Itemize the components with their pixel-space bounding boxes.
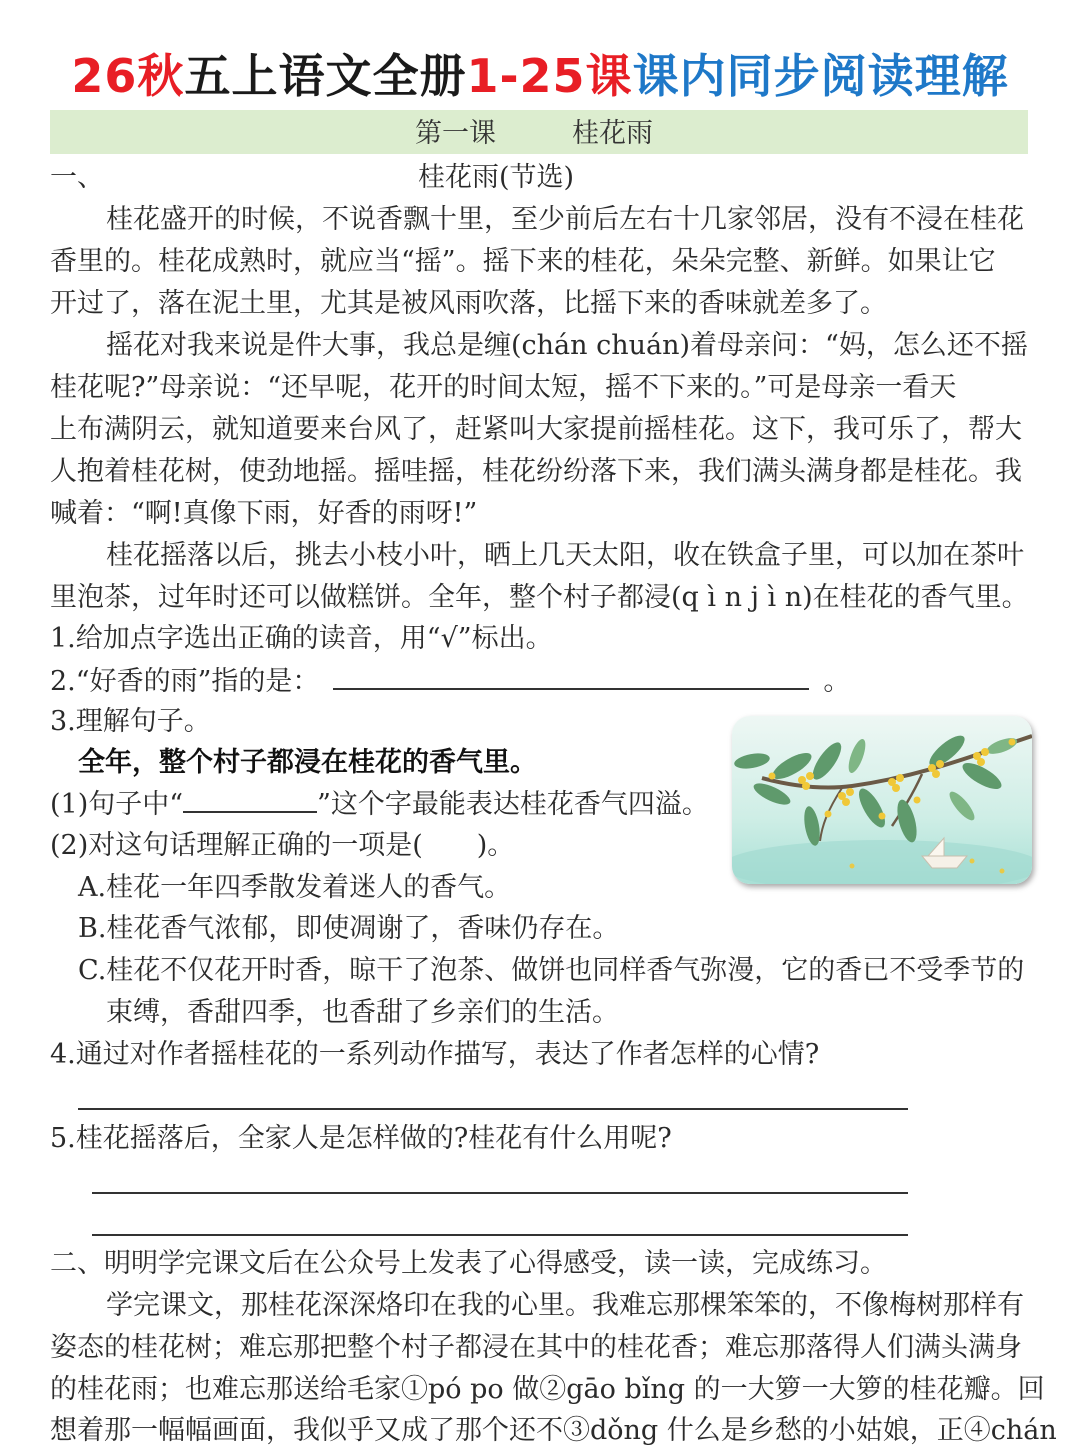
answer-blank[interactable] — [333, 666, 809, 690]
answer-blank[interactable] — [183, 789, 317, 813]
question-3-1-text: (1)句子中“ — [50, 789, 184, 820]
section-marker: 一、 — [50, 162, 104, 193]
option-a: A.桂花一年四季散发着迷人的香气。 — [78, 872, 512, 903]
option-c-continued: 束缚，香甜四季，也香甜了乡亲们的生活。 — [106, 997, 619, 1028]
question-3-sentence: 全年，整个村子都浸在桂花的香气里。 — [78, 747, 537, 778]
lesson-name: 桂花雨 — [572, 118, 653, 149]
answer-line[interactable] — [92, 1192, 908, 1194]
osmanthus-illustration — [732, 716, 1032, 884]
question-2-end: 。 — [823, 666, 851, 697]
answer-line[interactable] — [92, 1234, 908, 1236]
option-c: C.桂花不仅花开时香，晾干了泡茶、做饼也同样香气弥漫，它的香已不受季节的 — [78, 955, 1025, 986]
passage-subtitle: 桂花雨(节选) — [418, 162, 575, 193]
title-part-year: 26秋 — [71, 49, 185, 103]
question-3-1-end: ”这个字最能表达桂花香气四溢。 — [317, 789, 709, 820]
passage-line: 人抱着桂花树，使劲地摇。摇哇摇，桂花纷纷落下来，我们满头满身都是桂花。我 — [50, 456, 1022, 487]
question-3: 3.理解句子。 — [50, 706, 211, 737]
passage-line: 姿态的桂花树；难忘那把整个村子都浸在其中的桂花香；难忘那落得人们满头满身 — [50, 1332, 1022, 1363]
question-5: 5.桂花摇落后，全家人是怎样做的?桂花有什么用呢? — [50, 1123, 672, 1154]
passage-line: 摇花对我来说是件大事，我总是缠(chán chuán)着母亲问：“妈，怎么还不摇 — [106, 330, 1028, 361]
passage-line: 喊着：“啊!真像下雨，好香的雨呀!” — [50, 498, 478, 529]
title-part-topic: 课内同步阅读理解 — [632, 49, 1009, 103]
passage-line: 开过了，落在泥土里，尤其是被风雨吹落，比摇下来的香味就差多了。 — [50, 288, 887, 319]
passage-line: 的桂花雨；也难忘那送给毛家①pó po 做②gāo bǐng 的一大箩一大箩的桂花瓣。回 — [50, 1374, 1045, 1405]
question-3-2: (2)对这句话理解正确的一项是( )。 — [50, 830, 515, 861]
passage-line: 桂花呢?”母亲说：“还早呢，花开的时间太短，摇不下来的。”可是母亲一看天 — [50, 372, 957, 403]
passage-line: 里泡茶，过年时还可以做糕饼。全年，整个村子都浸(q ì n j ì n)在桂花的香气里。 — [50, 582, 1029, 613]
question-2 — [50, 666, 850, 697]
section-2-heading: 二、明明学完课文后在公众号上发表了心得感受，读一读，完成练习。 — [50, 1248, 887, 1279]
passage-line: 上布满阴云，就知道要来台风了，赶紧叫大家提前摇桂花。这下，我可乐了，帮大 — [50, 414, 1022, 445]
question-3-1 — [50, 789, 709, 820]
osmanthus-branch-icon — [732, 716, 1032, 884]
answer-line[interactable] — [78, 1108, 908, 1110]
passage-line: 想着那一幅幅画面，我似乎又成了那个还不③dǒng 什么是乡愁的小姑娘，正④chán — [50, 1415, 1057, 1446]
question-2-text: 2.“好香的雨”指的是： — [50, 666, 320, 697]
option-b: B.桂花香气浓郁，即使凋谢了，香味仍存在。 — [78, 913, 620, 944]
page-title — [0, 40, 1080, 106]
title-part-range: 1-25课 — [466, 49, 633, 103]
passage-line: 桂花摇落以后，挑去小枝小叶，晒上几天太阳，收在铁盒子里，可以加在茶叶 — [106, 540, 1024, 571]
passage-line: 学完课文，那桂花深深烙印在我的心里。我难忘那棵笨笨的，不像梅树那样有 — [106, 1290, 1024, 1321]
lesson-header-bar — [50, 110, 1028, 154]
lesson-number: 第一课 — [415, 118, 496, 149]
question-4: 4.通过对作者摇桂花的一系列动作描写，表达了作者怎样的心情? — [50, 1039, 820, 1070]
passage-line: 桂花盛开的时候，不说香飘十里，至少前后左右十几家邻居，没有不浸在桂花 — [106, 204, 1024, 235]
question-1: 1.给加点字选出正确的读音，用“√”标出。 — [50, 623, 553, 654]
passage-line: 香里的。桂花成熟时，就应当“摇”。摇下来的桂花，朵朵完整、新鲜。如果让它 — [50, 246, 996, 277]
title-part-book: 五上语文全册 — [184, 49, 467, 103]
